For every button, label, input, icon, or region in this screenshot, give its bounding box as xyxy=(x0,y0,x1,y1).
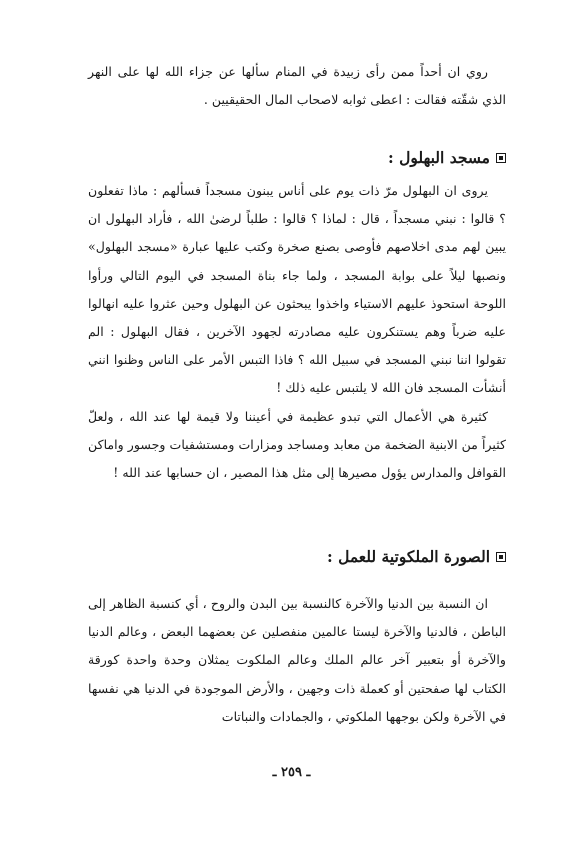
section2-body xyxy=(88,590,506,731)
section-heading-text: الصورة الملكوتية للعمل : xyxy=(326,547,490,566)
square-bullet-icon xyxy=(496,552,506,562)
intro-block xyxy=(88,58,506,114)
intro-paragraph: روي ان أحداً ممن رأى زبيدة في المنام سألها عن جزاء الله لها على النهر الذي شقّته فقالت : اعطى ثوابه لاصحاب المال الحقيقيين . xyxy=(88,64,506,108)
section1-body xyxy=(88,177,506,487)
section-heading-malakuti-image xyxy=(88,544,506,570)
page-number: ـ ٢٥٩ ـ xyxy=(272,765,311,780)
square-bullet-icon xyxy=(496,153,506,163)
section-heading-text: مسجد البهلول : xyxy=(387,148,490,167)
section2-paragraph-1: ان النسبة بين الدنيا والآخرة كالنسبة بين البدن والروح ، أي كنسبة الظاهر إلى الباطن ، فالدنيا والآخرة ليستا عالمين منفصلين عن بعضهما البعض ، وعالم الدنيا والآخرة أو بتعبير آخر عالم الملك وعالم الملكوت يمثلان وحدة واحدة كورقة الكتاب لها صفحتين أو كعملة ذات وجهين ، والأرض الموجودة في الدنيا هي نفسها في الآخرة ولكن بوجهها الملكوتي ، والجمادات والنباتات xyxy=(88,596,506,724)
section-heading-bahlul-mosque xyxy=(88,145,506,171)
section1-paragraph-1: يروى ان البهلول مرّ ذات يوم على أناس يبنون مسجداً فسألهم : ماذا تفعلون ؟ قالوا : نبني مسجداً ، قال : لماذا ؟ قالوا : طلباً لرضىٰ الله ، فأراد البهلول ان يبين لهم مدى اخلاصهم فأوصى بصنع صخرة وكتب عليها عبارة «مسجد البهلول» ونصبها ليلاً على بوابة المسجد ، ولما جاء بناة المسجد في اليوم التالي ورأوا اللوحة استحوذ عليهم الاستياء واخذوا يبحثون عن البهلول وحين عثروا عليه انهالوا عليه ضرباً وهم يستنكرون عليه مصادرته لجهود الآخرين ، فقال البهلول : الم تقولوا اننا نبني المسجد في سبيل الله ؟ فاذا التبس الأمر على الناس وظنوا انني أنشأت المسجد فان الله لا يلتبس عليه ذلك ! xyxy=(88,183,506,396)
section1-paragraph-2: كثيرة هي الأعمال التي تبدو عظيمة في أعيننا ولا قيمة لها عند الله ، ولعلّ كثيراً من الابنية الضخمة من معابد ومساجد ومزارات ومستشفيات وجسور واماكن القوافل والمدارس يؤول مصيرها إلى مثل هذا المصير ، ان حسابها عند الله ! xyxy=(88,408,506,481)
